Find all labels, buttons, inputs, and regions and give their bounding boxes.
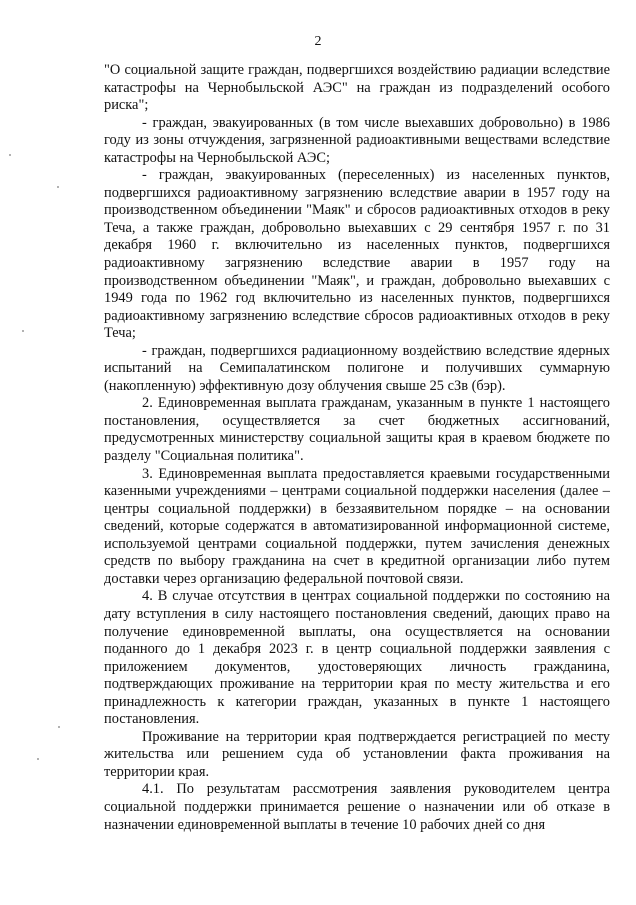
scan-speck [22, 330, 24, 332]
paragraph-item-4-1: 4.1. По результатам рассмотрения заявления руководителем центра социальной поддержки принимается решение о назначении или об отказе в назначении единовременной выплаты в течение 10 рабочих дней со дня [104, 781, 610, 833]
paragraph-continuation: "О социальной защите граждан, подвергшихся воздействию радиации вследствие катастрофы на Чернобыльской АЭС" на граждан из подразделений особого риска"; [104, 62, 610, 114]
paragraph-item-4: 4. В случае отсутствия в центрах социальной поддержки по состоянию на дату вступления в силу настоящего постановления сведений, дающих право на получение единовременной выплаты, она осуществляется на основании поданного до 1 декабря 2023 г. в центр социальной поддержки заявления с приложением документов, удостоверяющих личность гражданина, подтверждающих проживание на территории края по месту жительства и его принадлежность к категории граждан, указанных в пункте 1 настоящего постановления. [104, 588, 610, 728]
scan-speck [9, 154, 11, 156]
paragraph-residence-confirmation: Проживание на территории края подтверждается регистрацией по месту жительства или решением суда об установлении факта проживания на территории края. [104, 728, 610, 780]
paragraph-item-2: 2. Единовременная выплата гражданам, указанным в пункте 1 настоящего постановления, осуществляется за счет бюджетных ассигнований, предусмотренных министерству социальной защиты края в краевом бюджете по разделу "Социальная политика". [104, 395, 610, 465]
paragraph-semipalatinsk: - граждан, подвергшихся радиационному воздействию вследствие ядерных испытаний на Семипалатинском полигоне и получивших суммарную (накопленную) эффективную дозу облучения свыше 25 сЗв (бэр). [104, 342, 610, 394]
scan-speck [57, 186, 59, 188]
document-body [104, 62, 610, 834]
page-number: 2 [314, 34, 322, 49]
scan-speck [37, 758, 39, 760]
paragraph-item-3: 3. Единовременная выплата предоставляется краевыми государственными казенными учреждениями – центрами социальной поддержки населения (далее – центры социальной поддержки) в беззаявительном порядке – на основании сведений, которые содержатся в автоматизированной информационной системе, используемой центрами социальной поддержки, путем зачисления денежных средств по выбору гражданина на счет в кредитной организации либо путем доставки через организацию федеральной почтовой связи. [104, 465, 610, 587]
paragraph-mayak-evacuees: - граждан, эвакуированных (переселенных) из населенных пунктов, подвергшихся радиоактивному загрязнению вследствие аварии в 1957 году на производственном объединении "Маяк" и сбросов радиоактивных отходов в реку Теча, а также граждан, добровольно выехавших с 29 сентября 1957 г. по 31 декабря 1960 г. включительно из населенных пунктов, подвергшихся радиоактивному загрязнению вследствие аварии в 1957 году на производственном объединении "Маяк", и граждан, добровольно выехавших с 1949 года по 1962 год включительно из населенных пунктов, подвергшихся радиоактивному загрязнению вследствие сбросов радиоактивных отходов в реку Теча; [104, 167, 610, 342]
paragraph-chernobyl-evacuees: - граждан, эвакуированных (в том числе выехавших добровольно) в 1986 году из зоны отчуждения, загрязненной радиоактивными веществами вследствие катастрофы на Чернобыльской АЭС; [104, 114, 610, 166]
scan-speck [58, 726, 60, 728]
